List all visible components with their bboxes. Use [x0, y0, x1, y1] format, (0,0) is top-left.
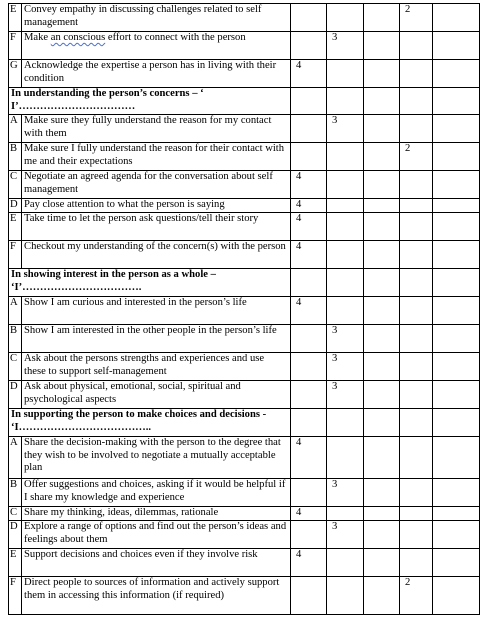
- score-cell-empty: [364, 88, 400, 115]
- score-cell-empty: [400, 353, 433, 381]
- table-row: [9, 213, 480, 241]
- score-cell-empty: [400, 241, 433, 269]
- table-row: [9, 297, 480, 325]
- score-value: 3: [327, 381, 364, 409]
- item-letter: F: [9, 32, 22, 60]
- item-statement: Make sure I fully understand the reason for their contact with me and their expectations: [22, 143, 291, 171]
- table-row: [9, 381, 480, 409]
- item-letter: E: [9, 4, 22, 32]
- score-cell-empty: [433, 479, 480, 507]
- item-letter: E: [9, 549, 22, 577]
- statement-text-end: effort to connect with the person: [105, 32, 246, 43]
- score-value: 4: [291, 60, 327, 88]
- score-cell-empty: [400, 115, 433, 143]
- score-cell-empty: [400, 549, 433, 577]
- table-row: [9, 32, 480, 60]
- item-statement: Support decisions and choices even if they involve risk: [22, 549, 291, 577]
- score-cell-empty: [364, 549, 400, 577]
- item-letter: A: [9, 115, 22, 143]
- score-cell-empty: [364, 381, 400, 409]
- score-cell-empty: [400, 269, 433, 297]
- table-row: [9, 241, 480, 269]
- score-value: 4: [291, 171, 327, 199]
- score-cell-empty: [327, 269, 364, 297]
- table-row: [9, 4, 480, 32]
- item-statement: Share my thinking, ideas, dilemmas, rationale: [22, 507, 291, 521]
- score-cell-empty: [364, 297, 400, 325]
- section-header-text: In supporting the person to make choices and decisions - ‘I………………………………..: [9, 409, 291, 437]
- score-cell-empty: [364, 269, 400, 297]
- score-cell-empty: [364, 199, 400, 213]
- item-statement: Acknowledge the expertise a person has in living with their condition: [22, 60, 291, 88]
- score-cell-empty: [291, 88, 327, 115]
- spellcheck-marked-text: an conscious: [50, 32, 106, 43]
- score-cell-empty: [327, 88, 364, 115]
- item-letter: A: [9, 437, 22, 479]
- section-header-row: [9, 269, 480, 297]
- score-cell-empty: [433, 199, 480, 213]
- table-row: [9, 521, 480, 549]
- table-row: [9, 437, 480, 479]
- table-row: [9, 199, 480, 213]
- table-row: [9, 507, 480, 521]
- score-cell-empty: [364, 437, 400, 479]
- score-value: 4: [291, 213, 327, 241]
- score-cell-empty: [433, 577, 480, 615]
- score-cell-empty: [400, 297, 433, 325]
- score-cell-empty: [433, 437, 480, 479]
- score-cell-empty: [400, 213, 433, 241]
- score-cell-empty: [364, 507, 400, 521]
- score-cell-empty: [400, 479, 433, 507]
- item-statement: Share the decision-making with the person to the degree that they wish to be involved to negotiate a mutually acceptable plan: [22, 437, 291, 479]
- table-row: [9, 479, 480, 507]
- score-cell-empty: [291, 269, 327, 297]
- score-cell-empty: [327, 4, 364, 32]
- score-cell-empty: [433, 88, 480, 115]
- table-row: [9, 171, 480, 199]
- item-letter: B: [9, 143, 22, 171]
- score-cell-empty: [400, 437, 433, 479]
- score-cell-empty: [327, 171, 364, 199]
- item-letter: C: [9, 171, 22, 199]
- item-letter: D: [9, 199, 22, 213]
- score-cell-empty: [327, 409, 364, 437]
- table-row: [9, 143, 480, 171]
- score-cell-empty: [433, 507, 480, 521]
- table-row: [9, 60, 480, 88]
- score-value: 3: [327, 115, 364, 143]
- score-cell-empty: [400, 381, 433, 409]
- item-statement: Convey empathy in discussing challenges related to self management: [22, 4, 291, 32]
- table-row: [9, 353, 480, 381]
- score-cell-empty: [433, 143, 480, 171]
- item-letter: E: [9, 213, 22, 241]
- score-cell-empty: [327, 549, 364, 577]
- score-value: 3: [327, 325, 364, 353]
- item-statement: Take time to let the person ask questions/tell their story: [22, 213, 291, 241]
- score-cell-empty: [291, 32, 327, 60]
- score-value: 2: [400, 577, 433, 615]
- score-cell-empty: [400, 409, 433, 437]
- score-cell-empty: [400, 171, 433, 199]
- score-cell-empty: [433, 241, 480, 269]
- score-cell-empty: [433, 353, 480, 381]
- score-cell-empty: [327, 213, 364, 241]
- score-cell-empty: [433, 297, 480, 325]
- score-cell-empty: [327, 143, 364, 171]
- score-cell-empty: [433, 32, 480, 60]
- score-value: 4: [291, 549, 327, 577]
- score-cell-empty: [327, 199, 364, 213]
- score-cell-empty: [433, 171, 480, 199]
- table-body: [9, 4, 480, 615]
- score-value: 3: [327, 353, 364, 381]
- score-value: 3: [327, 479, 364, 507]
- item-statement: Ask about the persons strengths and experiences and use these to support self-management: [22, 353, 291, 381]
- score-cell-empty: [364, 325, 400, 353]
- score-cell-empty: [400, 32, 433, 60]
- score-cell-empty: [400, 521, 433, 549]
- item-letter: C: [9, 353, 22, 381]
- score-value: 3: [327, 32, 364, 60]
- score-cell-empty: [433, 409, 480, 437]
- score-cell-empty: [433, 325, 480, 353]
- item-statement: Pay close attention to what the person is saying: [22, 199, 291, 213]
- score-cell-empty: [400, 507, 433, 521]
- item-letter: G: [9, 60, 22, 88]
- item-letter: F: [9, 241, 22, 269]
- score-cell-empty: [364, 213, 400, 241]
- score-cell-empty: [433, 549, 480, 577]
- score-cell-empty: [433, 213, 480, 241]
- score-cell-empty: [433, 521, 480, 549]
- score-cell-empty: [291, 381, 327, 409]
- item-statement: Ask about physical, emotional, social, spiritual and psychological aspects: [22, 381, 291, 409]
- item-letter: B: [9, 479, 22, 507]
- score-cell-empty: [327, 60, 364, 88]
- score-value: 2: [400, 4, 433, 32]
- item-letter: D: [9, 521, 22, 549]
- score-cell-empty: [400, 199, 433, 213]
- item-statement: Negotiate an agreed agenda for the conversation about self management: [22, 171, 291, 199]
- item-letter: F: [9, 577, 22, 615]
- score-cell-empty: [364, 241, 400, 269]
- score-cell-empty: [400, 60, 433, 88]
- table-row: [9, 577, 480, 615]
- item-statement: Make sure they fully understand the reason for my contact with them: [22, 115, 291, 143]
- score-value: 4: [291, 507, 327, 521]
- item-statement: Show I am interested in the other people in the person’s life: [22, 325, 291, 353]
- score-cell-empty: [364, 143, 400, 171]
- section-header-text: In showing interest in the person as a whole – ‘I’…………………………….: [9, 269, 291, 297]
- score-cell-empty: [364, 115, 400, 143]
- score-cell-empty: [364, 479, 400, 507]
- item-statement: Offer suggestions and choices, asking if it would be helpful if I share my knowledge and experience: [22, 479, 291, 507]
- score-value: 4: [291, 437, 327, 479]
- score-cell-empty: [364, 60, 400, 88]
- assessment-table: [8, 3, 480, 615]
- score-cell-empty: [433, 269, 480, 297]
- score-value: 4: [291, 241, 327, 269]
- score-cell-empty: [364, 409, 400, 437]
- item-statement: Checkout my understanding of the concern(s) with the person: [22, 241, 291, 269]
- statement-text-start: Make: [24, 32, 51, 43]
- score-cell-empty: [364, 521, 400, 549]
- score-value: 3: [327, 521, 364, 549]
- table-row: [9, 115, 480, 143]
- section-header-row: [9, 409, 480, 437]
- score-cell-empty: [433, 4, 480, 32]
- item-statement: [22, 32, 291, 60]
- score-cell-empty: [291, 479, 327, 507]
- item-letter: B: [9, 325, 22, 353]
- item-statement: Explore a range of options and find out the person’s ideas and feelings about them: [22, 521, 291, 549]
- score-value: 4: [291, 199, 327, 213]
- score-cell-empty: [364, 4, 400, 32]
- score-value: 4: [291, 297, 327, 325]
- score-cell-empty: [291, 143, 327, 171]
- score-cell-empty: [291, 325, 327, 353]
- score-cell-empty: [327, 297, 364, 325]
- score-cell-empty: [327, 577, 364, 615]
- score-cell-empty: [364, 32, 400, 60]
- score-cell-empty: [291, 4, 327, 32]
- item-statement: Show I am curious and interested in the person’s life: [22, 297, 291, 325]
- section-header-row: [9, 88, 480, 115]
- score-cell-empty: [433, 60, 480, 88]
- table-row: [9, 325, 480, 353]
- score-cell-empty: [291, 577, 327, 615]
- score-cell-empty: [433, 381, 480, 409]
- score-cell-empty: [291, 521, 327, 549]
- item-letter: D: [9, 381, 22, 409]
- score-cell-empty: [291, 353, 327, 381]
- section-header-text: In understanding the person’s concerns – ‘ I’……………………………: [9, 88, 291, 115]
- score-cell-empty: [433, 115, 480, 143]
- score-cell-empty: [364, 577, 400, 615]
- score-cell-empty: [327, 241, 364, 269]
- score-cell-empty: [327, 437, 364, 479]
- score-cell-empty: [291, 409, 327, 437]
- score-cell-empty: [400, 325, 433, 353]
- score-cell-empty: [364, 171, 400, 199]
- item-statement: Direct people to sources of information and actively support them in accessing this information (if required): [22, 577, 291, 615]
- score-cell-empty: [400, 88, 433, 115]
- table-row: [9, 549, 480, 577]
- score-cell-empty: [327, 507, 364, 521]
- item-letter: A: [9, 297, 22, 325]
- score-value: 2: [400, 143, 433, 171]
- score-cell-empty: [291, 115, 327, 143]
- item-letter: C: [9, 507, 22, 521]
- score-cell-empty: [364, 353, 400, 381]
